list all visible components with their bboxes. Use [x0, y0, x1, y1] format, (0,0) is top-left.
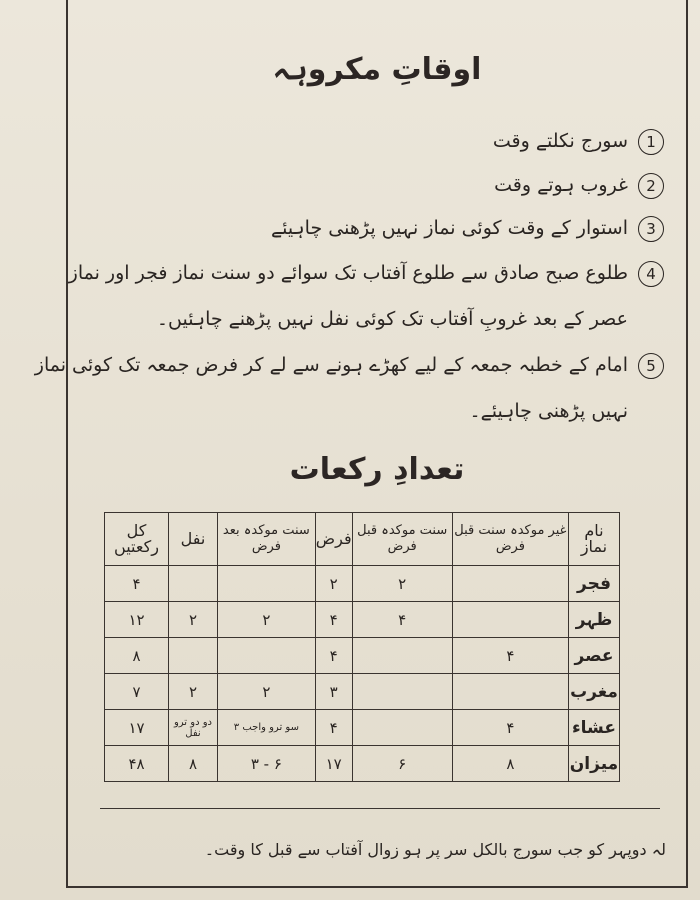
footnote-divider	[100, 808, 660, 809]
cell-total: ۱۲	[105, 602, 169, 638]
cell-total: ۸	[105, 638, 169, 674]
cell	[452, 566, 568, 602]
table-row-asr	[105, 638, 620, 674]
cell: ۴	[315, 638, 352, 674]
cell: ۱۷	[315, 746, 352, 782]
header-sunnat-muakkadah-before: سنت موکدہ قبل فرض	[352, 513, 452, 566]
makrooh-item-5-continuation: نہیں پڑھنی چاہیئے۔	[469, 400, 628, 422]
cell: ۶	[352, 746, 452, 782]
item-number-badge: 1	[638, 129, 664, 155]
table-row-zuhr	[105, 602, 620, 638]
cell: ۴	[315, 710, 352, 746]
makrooh-item-4	[69, 260, 664, 287]
cell	[352, 674, 452, 710]
table-row-fajr	[105, 566, 620, 602]
cell: ۲	[217, 674, 315, 710]
cell-prayer-name: عصر	[568, 638, 619, 674]
cell-total: ۴	[105, 566, 169, 602]
cell: ۴	[452, 710, 568, 746]
heading-rakaat-count: تعدادِ رکعات	[289, 452, 465, 487]
cell: ۲	[315, 566, 352, 602]
cell	[452, 674, 568, 710]
cell	[452, 602, 568, 638]
item-number-badge: 2	[638, 173, 664, 199]
cell-prayer-name: عشاء	[568, 710, 619, 746]
cell-prayer-name: ظہر	[568, 602, 619, 638]
cell: ۲	[352, 566, 452, 602]
header-nafl: نفل	[169, 513, 218, 566]
item-text: سورج نکلتے وقت	[492, 130, 628, 152]
cell: ۳	[315, 674, 352, 710]
cell	[217, 566, 315, 602]
cell	[352, 710, 452, 746]
cell-prayer-name: فجر	[568, 566, 619, 602]
header-farz: فرض	[315, 513, 352, 566]
cell: ۲	[169, 674, 218, 710]
item-text: غروب ہوتے وقت	[494, 174, 628, 196]
table-row-isha	[105, 710, 620, 746]
item-text: طلوع صبح صادق سے طلوع آفتاب تک سوائے دو سنت نماز فجر اور نماز	[68, 262, 628, 284]
item-text: امام کے خطبہ جمعہ کے لیے کھڑے ہونے سے لے کر فرض جمعہ تک کوئی نماز	[34, 354, 628, 376]
heading-makrooh-times: اوقاتِ مکروہہ	[272, 52, 482, 87]
cell-total: ۱۷	[105, 710, 169, 746]
item-number-badge: 3	[638, 216, 664, 242]
item-number-badge: 4	[638, 261, 664, 287]
cell: ۴	[352, 602, 452, 638]
cell: ۸	[169, 746, 218, 782]
cell: ۴	[452, 638, 568, 674]
table-row-mizan	[105, 746, 620, 782]
cell	[352, 638, 452, 674]
cell	[169, 566, 218, 602]
item-number-badge: 5	[638, 353, 664, 379]
rakaat-table	[104, 512, 620, 782]
cell-prayer-name: میزان	[568, 746, 619, 782]
cell	[217, 638, 315, 674]
makrooh-item-1	[493, 128, 664, 155]
header-prayer-name: نام نماز	[568, 513, 619, 566]
makrooh-item-5	[35, 352, 664, 379]
cell: ۴	[315, 602, 352, 638]
cell: سو ترو واجب ۳	[217, 710, 315, 746]
cell: ۶ - ۳	[217, 746, 315, 782]
header-sunnat-muakkadah-after: سنت موکدہ بعد فرض	[217, 513, 315, 566]
makrooh-item-4-continuation: عصر کے بعد غروبِ آفتاب تک کوئی نفل نہیں پڑھنے چاہئیں۔	[156, 308, 628, 330]
header-ghair-muakkadah-before: غیر موکدہ سنت قبل فرض	[452, 513, 568, 566]
cell: ۸	[452, 746, 568, 782]
cell-total: ۷	[105, 674, 169, 710]
table-header-row	[105, 513, 620, 566]
cell-prayer-name: مغرب	[568, 674, 619, 710]
makrooh-item-2	[494, 172, 664, 199]
cell: ۲	[217, 602, 315, 638]
cell	[169, 638, 218, 674]
cell: ۲	[169, 602, 218, 638]
item-text: استوار کے وقت کوئی نماز نہیں پڑھنی چاہیئے	[270, 217, 628, 239]
cell-total: ۴۸	[105, 746, 169, 782]
cell: دو دو ترو نفل	[169, 710, 218, 746]
makrooh-item-3	[271, 215, 664, 242]
table-row-maghrib	[105, 674, 620, 710]
header-total-rakaat: کل رکعتیں	[105, 513, 169, 566]
footnote: لہ دوپہر کو جب سورج بالکل سر پر ہو زوال آفتاب سے قبل کا وقت۔	[204, 840, 666, 859]
